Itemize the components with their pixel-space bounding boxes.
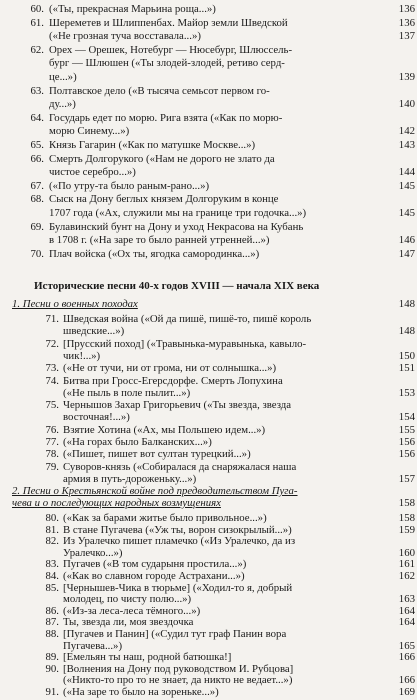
entry-number: 75. bbox=[45, 399, 59, 412]
entry-title: морю Синему...») bbox=[49, 125, 130, 138]
entry-page-number: 161 bbox=[398, 558, 415, 571]
entry-number: 74. bbox=[45, 374, 59, 387]
entry-page-number: 136 bbox=[398, 16, 415, 29]
entry-number: 68. bbox=[30, 193, 44, 206]
entry-number: 90. bbox=[45, 662, 59, 675]
entry-page-number: 162 bbox=[398, 570, 415, 582]
entry-title: Булавинский бунт на Дону и уход Некрасова на Кубань bbox=[49, 220, 304, 233]
entry-page-number: 147 bbox=[398, 247, 415, 260]
entry-page-number: 157 bbox=[398, 472, 415, 485]
toc-page: 60. («Ты, прекрасная Марьина роща...») 136 61. Шереметев и Шлиппенбах. Майор земли Шведской 136 («Не грозная туча восставала...») 137 62. Орех — Орешек, Нотебург — Нюсебург, Шлюссель- бург — Шлюшен («Ты злодей-злодей, ретиво серд- це...») 139 63. Полтавское дело («В тысяча семьсот первом го- ду...») 140 64. Государь едет по морю. Рига взята («Как по морю- морю Синему...») 142 65. Князь Гагарин («Как по матушке Москве...») 143 66. Смерть Долгорукого («Нам не дорого не злато да чистое серебро...») 144 67. («По утру-та было раным-рано...») 145 68. Сыск на Дону беглых князем Долгоруким в конце 1707 года («Ах, служили мы на границе три годочка...») 145 69. Булавинский бунт на Дону и уход Некрасова на Кубань в 1708 г. («На заре то было ранней утренней...») 146 70. Плач войска («Ох ты, ягодка самородинка...») 147 Исторические песни 40-х годов XVIII — начала XIX века 1. Песни о военных походах 148 71. Шведская война («Ой да пишё, пишё-то, пишё король шведские...») 148 72. [Прусский поход] («Травынька-муравынька, кавыло- чик!...») 150 73. («Не от тучи, ни от грома, ни от солнышка...») 151 74. Битва при Гросс-Егерсдорфе. Смерть Лопухина («Не пыль в поле пылит...») 153 75. Чернышов Захар Григорьевич («Ты звезда, звезда восточная!...») 154 76. Взятие Хотина («Ах, мы Польшею идем...») 155 77. («На горах было Балканских...») 156 78. («Пишет, пишет вот султан турецкий...») 156 79. Суворов-князь («Собиралася да снаряжалася наша армия в путь-дороженьку...») 157 2. Песни о Крестьянской войне под предводительством Пуга- чева и о последующих народных возмущениях 158 80. («Как за барами житье было привольное...») 158 81. В стане Пугачева («Уж ты, ворон сизокрылый...») 159 82. Из Уралечко пишет пламечко («Из Уралечко, да из Уралечко...») 160 83. Пугачев («В том сударыня простила...») 161 84. («Как во славном городе Астрахани...») 162 85. [Чернышев-Чика в тюрьме] («Ходил-то я, добрый молодец, по чисту полю...») 163 86. («Из-за леса-леса тёмного...») 164 87. Ты, звезда ли, моя звездочка 164 88. [Пугачев и Панин] («Судил тут граф Панин вора Пугачева...») 165 89. [Емельян ты наш, родной батюшка!] 166 90. [Волнения на Дону под руководством И. Рубцова] («Никто-то про то не знает, да никто не ведает...») 166 91. («На заре то было на зореньке...») 169 bbox=[12, 3, 415, 698]
entry-number: 63. bbox=[30, 84, 44, 97]
entry-title: чик!...») bbox=[63, 349, 101, 362]
entry-page-number: 148 bbox=[398, 325, 415, 338]
entry-page-number: 164 bbox=[398, 616, 415, 629]
entry-title: Орех — Орешек, Нотебург — Нюсебург, Шлюссель- bbox=[49, 43, 293, 56]
subsection-title-1: 1. Песни о военных походах bbox=[12, 298, 138, 310]
entry-number: 87. bbox=[45, 616, 59, 629]
entry-title: це...») bbox=[49, 71, 77, 83]
section-heading: Исторические песни 40-х годов XVIII — начала XIX века bbox=[34, 280, 320, 292]
subsection-title-2-cont: чева и о последующих народных возмущениях bbox=[12, 497, 221, 509]
entry-page-number: 143 bbox=[398, 139, 415, 151]
entry-title: («Пишет, пишет вот султан турецкий...») bbox=[63, 448, 251, 461]
entry-title: восточная!...») bbox=[63, 411, 130, 424]
entry-page-number: 169 bbox=[398, 686, 415, 698]
entry-title: («Как за барами житье было привольное...») bbox=[63, 512, 267, 524]
entry-page-number: 145 bbox=[398, 207, 415, 219]
subsection-title-2: 2. Песни о Крестьянской войне под предводительством Пуга- bbox=[12, 485, 298, 497]
entry-number: 64. bbox=[30, 111, 44, 124]
entry-title: 1707 года («Ах, служили мы на границе три годочка...») bbox=[49, 207, 307, 219]
entry-number: 82. bbox=[45, 535, 59, 548]
entry-title: Шведская война («Ой да пишё, пишё-то, пишё король bbox=[63, 313, 312, 325]
entry-page-number: 154 bbox=[398, 411, 415, 424]
entry-number: 83. bbox=[45, 558, 59, 571]
entry-number: 84. bbox=[45, 570, 59, 582]
entry-number: 66. bbox=[30, 152, 44, 165]
entry-number: 78. bbox=[45, 448, 59, 461]
entry-title: Суворов-князь («Собиралася да снаряжалася наша bbox=[63, 460, 297, 473]
entry-page-number: 145 bbox=[398, 179, 415, 192]
entry-number: 79. bbox=[45, 460, 59, 473]
entry-title: Плач войска («Ох ты, ягодка самородинка...») bbox=[49, 247, 260, 260]
entry-title: Битва при Гросс-Егерсдорфе. Смерть Лопухина bbox=[63, 374, 283, 387]
entry-title: шведские...») bbox=[63, 325, 125, 338]
entry-number: 80. bbox=[45, 512, 59, 524]
entry-title: молодец, по чисту полю...») bbox=[63, 593, 192, 606]
entry-number: 73. bbox=[45, 362, 59, 375]
entry-title: [Емельян ты наш, родной батюшка!] bbox=[63, 651, 232, 664]
entry-title: («По утру-та было раным-рано...») bbox=[49, 179, 210, 192]
entry-number: 70. bbox=[30, 247, 44, 260]
entry-title: армия в путь-дороженьку...») bbox=[63, 472, 197, 485]
entry-page-number: 163 bbox=[398, 593, 415, 606]
entry-title: Ты, звезда ли, моя звездочка bbox=[63, 616, 194, 629]
entry-number: 76. bbox=[45, 423, 59, 436]
entry-page-number: 153 bbox=[398, 386, 415, 399]
entry-page-number: 158 bbox=[398, 512, 415, 524]
entry-page-number: 151 bbox=[398, 362, 415, 375]
entry-title: Пугачев («В том сударыня простила...») bbox=[63, 558, 247, 571]
entry-title: Сыск на Дону беглых князем Долгоруким в конце bbox=[49, 193, 279, 206]
entry-page-number: 137 bbox=[398, 30, 415, 43]
entry-title: («На заре то было на зореньке...») bbox=[63, 686, 219, 698]
entry-page-number: 140 bbox=[398, 98, 415, 111]
entry-number: 81. bbox=[45, 523, 59, 536]
entry-title: Пугачева...») bbox=[63, 639, 123, 652]
entry-title: Шереметев и Шлиппенбах. Майор земли Шведской bbox=[49, 16, 288, 29]
entry-title: («Из-за леса-леса тёмного...») bbox=[63, 604, 201, 617]
entry-title: Из Уралечко пишет пламечко («Из Уралечко, да из bbox=[63, 535, 296, 548]
entry-page-number: 144 bbox=[398, 166, 415, 179]
entry-page-number: 164 bbox=[398, 604, 415, 617]
entry-title: («На горах было Балканских...») bbox=[63, 436, 212, 448]
entry-page-number: 142 bbox=[398, 125, 415, 138]
entry-number: 85. bbox=[45, 581, 59, 594]
entry-title: («Не от тучи, ни от грома, ни от солнышка...») bbox=[63, 362, 277, 375]
entry-page-number: 150 bbox=[398, 349, 415, 362]
entry-title: чистое серебро...») bbox=[49, 166, 136, 179]
entry-number: 77. bbox=[45, 436, 59, 448]
entry-page-number: 160 bbox=[398, 546, 415, 559]
entry-title: Взятие Хотина («Ах, мы Польшею идем...») bbox=[63, 423, 266, 436]
entry-page-number: 156 bbox=[398, 448, 415, 461]
entry-title: [Пугачев и Панин] («Судил тут граф Панин вора bbox=[63, 628, 287, 640]
entry-title: в 1708 г. («На заре то было ранней утренней...») bbox=[49, 234, 270, 247]
entry-title: бург — Шлюшен («Ты злодей-злодей, ретиво серд- bbox=[49, 57, 285, 70]
entry-page-number: 156 bbox=[398, 436, 415, 448]
entry-number: 72. bbox=[45, 337, 59, 350]
entry-title: [Волнения на Дону под руководством И. Рубцова] bbox=[63, 662, 294, 675]
entry-page-number: 139 bbox=[398, 71, 415, 83]
entry-page-number: 166 bbox=[398, 651, 415, 664]
entry-number: 86. bbox=[45, 604, 59, 617]
entry-number: 91. bbox=[45, 686, 59, 698]
entry-title: («Не пыль в поле пылит...») bbox=[63, 386, 191, 399]
entry-title: Князь Гагарин («Как по матушке Москве...») bbox=[49, 139, 256, 151]
entry-page-number: 159 bbox=[398, 523, 415, 536]
entry-title: Чернышов Захар Григорьевич («Ты звезда, звезда bbox=[63, 399, 292, 412]
entry-title: («Никто-то про то не знает, да никто не ведает...») bbox=[63, 674, 293, 687]
entry-title: ду...») bbox=[49, 98, 76, 111]
entry-title: Уралечко...») bbox=[63, 546, 123, 559]
entry-number: 67. bbox=[30, 179, 44, 192]
entry-number: 61. bbox=[30, 16, 44, 29]
entry-page-number: 136 bbox=[398, 3, 415, 15]
entry-page-number: 166 bbox=[398, 674, 415, 687]
entry-title: («Ты, прекрасная Марьина роща...») bbox=[49, 3, 216, 15]
entry-title: [Прусский поход] («Травынька-муравынька, кавыло- bbox=[63, 337, 307, 350]
entry-title: Государь едет по морю. Рига взята («Как по морю- bbox=[49, 111, 283, 124]
entry-title: Полтавское дело («В тысяча семьсот первом го- bbox=[49, 84, 270, 97]
entry-title: («Как во славном городе Астрахани...») bbox=[63, 570, 245, 582]
entry-title: («Не грозная туча восставала...») bbox=[49, 30, 201, 43]
entry-number: 71. bbox=[45, 313, 59, 325]
entry-title: В стане Пугачева («Уж ты, ворон сизокрылый...») bbox=[63, 523, 292, 536]
entry-number: 60. bbox=[30, 3, 44, 15]
entry-number: 65. bbox=[30, 139, 44, 151]
entry-number: 62. bbox=[30, 43, 44, 56]
entry-number: 89. bbox=[45, 651, 59, 664]
entry-page-number: 155 bbox=[398, 423, 415, 436]
entry-page-number: 165 bbox=[398, 639, 415, 652]
entry-number: 69. bbox=[30, 220, 44, 233]
entry-title: [Чернышев-Чика в тюрьме] («Ходил-то я, добрый bbox=[63, 581, 293, 594]
entry-number: 88. bbox=[45, 628, 59, 640]
entry-title: Смерть Долгорукого («Нам не дорого не злато да bbox=[49, 152, 275, 165]
entry-page-number: 146 bbox=[398, 234, 415, 247]
